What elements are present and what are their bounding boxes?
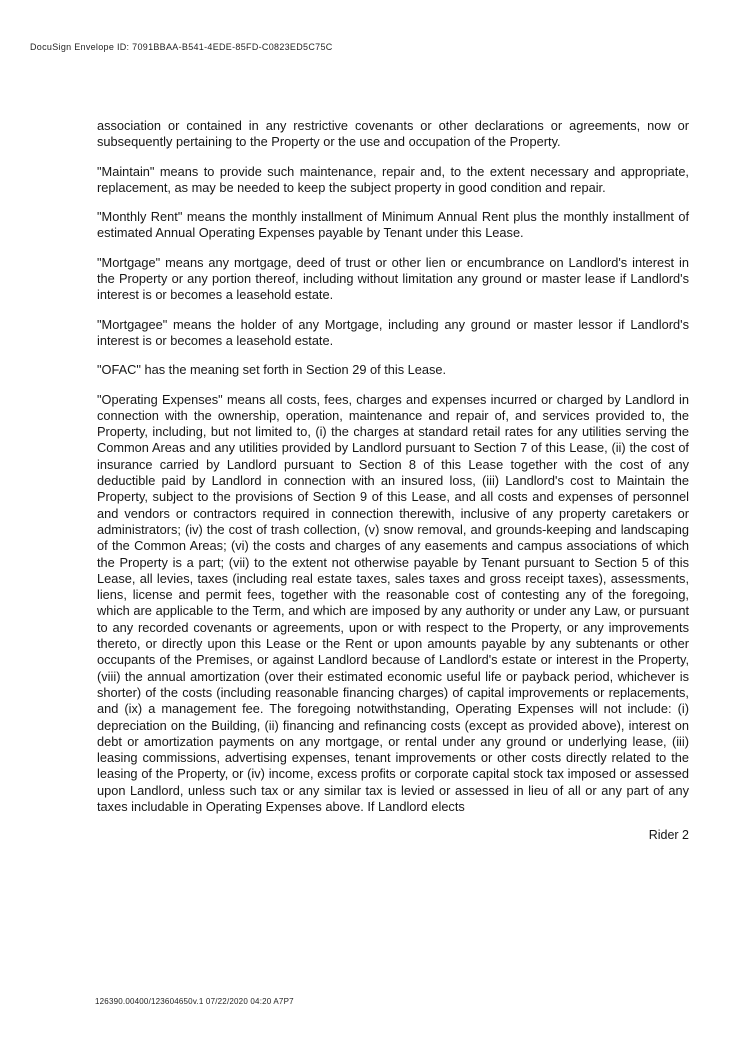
- document-body: [97, 118, 689, 844]
- paragraph: "Monthly Rent" means the monthly installment of Minimum Annual Rent plus the monthly installment of estimated Annual Operating Expenses payable by Tenant under this Lease.: [97, 209, 689, 241]
- paragraph: "Operating Expenses" means all costs, fees, charges and expenses incurred or charged by Landlord in connection with the ownership, operation, maintenance and repair of, and services provided to, the Property, including, but not limited to, (i) the charges at standard retail rates for any utilities serving the Common Areas and any utilities provided by Landlord pursuant to Section 7 of this Lease, (ii) the cost of insurance carried by Landlord pursuant to Section 8 of this Lease together with the cost of any deductible paid by Landlord in connection with an insured loss, (iii) Landlord's cost to Maintain the Property, subject to the provisions of Section 9 of this Lease, and all costs and expenses of personnel and vendors or contractors required in connection therewith, inclusive of any property caretakers or administrators; (iv) the cost of trash collection, (v) snow removal, and grounds-keeping and landscaping of the Common Areas; (vi) the costs and charges of any easements and campus associations of which the Property is a part; (vii) to the extent not otherwise payable by Tenant pursuant to Section 5 of this Lease, all levies, taxes (including real estate taxes, sales taxes and gross receipt taxes), assessments, liens, license and permit fees, together with the reasonable cost of contesting any of the foregoing, which are applicable to the Term, and which are imposed by any authority or under any Law, or pursuant to any recorded covenants or agreements, upon or with respect to the Property, or any improvements thereto, or directly upon this Lease or the Rent or upon amounts payable by any subtenants or other occupants of the Premises, or against Landlord because of Landlord's estate or interest in the Property, (viii) the annual amortization (over their estimated economic useful life or payback period, whichever is shorter) of the costs (including reasonable financing charges) of capital improvements or replacements, and (ix) a management fee. The foregoing notwithstanding, Operating Expenses will not include: (i) depreciation on the Building, (ii) financing and refinancing costs (except as provided above), interest on debt or amortization payments on any mortgage, or rental under any ground or underlying lease, (iii) leasing commissions, advertising expenses, tenant improvements or other costs directly related to the leasing of the Property, or (iv) income, excess profits or corporate capital stock tax imposed or assessed upon Landlord, unless such tax or any similar tax is levied or assessed in lieu of all or any part of any taxes includable in Operating Expenses above. If Landlord elects: [97, 391, 689, 814]
- page-footer-rider-label: Rider 2: [648, 828, 689, 843]
- document-reference-number: 126390.00400/123604650v.1 07/22/2020 04:20 A7P7: [95, 997, 294, 1006]
- paragraph: "Mortgagee" means the holder of any Mortgage, including any ground or master lessor if Landlord's interest is or becomes a leasehold estate.: [97, 316, 689, 348]
- paragraph: association or contained in any restrictive covenants or other declarations or agreements, now or subsequently pertaining to the Property or the use and occupation of the Property.: [97, 118, 689, 150]
- paragraph: "Maintain" means to provide such maintenance, repair and, to the extent necessary and appropriate, replacement, as may be needed to keep the subject property in good condition and repair.: [97, 163, 689, 195]
- paragraph: "Mortgage" means any mortgage, deed of trust or other lien or encumbrance on Landlord's interest in the Property or any portion thereof, including without limitation any ground or master lease if Landlord's interest is or becomes a leasehold estate.: [97, 254, 689, 303]
- paragraph: "OFAC" has the meaning set forth in Section 29 of this Lease.: [97, 362, 447, 378]
- docusign-envelope-id: DocuSign Envelope ID: 7091BBAA-B541-4EDE-85FD-C0823ED5C75C: [30, 42, 333, 52]
